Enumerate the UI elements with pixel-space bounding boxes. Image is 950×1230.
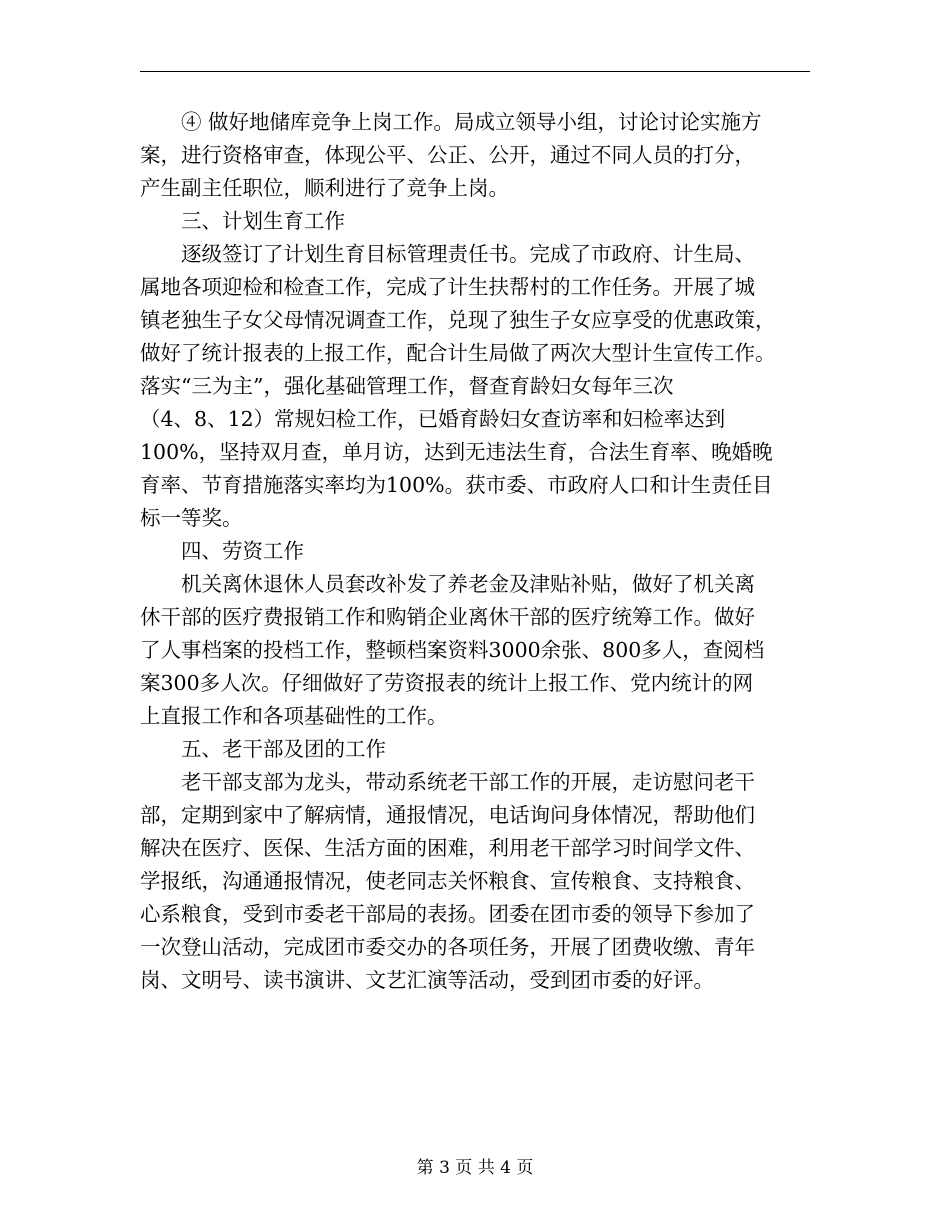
text-line: 三、计划生育工作 — [181, 209, 345, 233]
text-line: 老干部支部为龙头，带动系统老干部工作的开展，走访慰问老干 — [181, 770, 755, 794]
text-line: 学报纸，沟通通报情况，使老同志关怀粮食、宣传粮食、支持粮食、 — [140, 869, 755, 893]
text-line: 育率、节育措施落实率均为100%。获市委、市政府人口和计生责任目 — [140, 473, 773, 497]
text-line: 岗、文明号、读书演讲、文艺汇演等活动，受到团市委的好评。 — [140, 968, 714, 992]
text-line: 标一等奖。 — [140, 506, 243, 530]
document-body — [140, 106, 812, 997]
text-line: 100%，坚持双月查，单月访，达到无违法生育，合法生育率、晚婚晚 — [140, 440, 773, 464]
section-heading — [140, 535, 812, 568]
text-line: 产生副主任职位，顺利进行了竞争上岗。 — [140, 176, 509, 200]
text-line: 落实“三为主”，强化基础管理工作，督查育龄妇女每年三次 — [140, 374, 674, 398]
text-line: （4、8、12）常规妇检工作，已婚育龄妇女查访率和妇检率达到 — [140, 407, 726, 431]
text-line: 解决在医疗、医保、生活方面的困难，利用老干部学习时间学文件、 — [140, 836, 755, 860]
paragraph — [140, 766, 812, 997]
text-line: 五、老干部及团的工作 — [181, 737, 386, 761]
paragraph — [140, 106, 812, 205]
text-line: 四、劳资工作 — [181, 539, 304, 563]
text-line: 了人事档案的投档工作，整顿档案资料3000余张、800多人，查阅档 — [140, 638, 765, 662]
text-line: 心系粮食，受到市委老干部局的表扬。团委在团市委的领导下参加了 — [140, 902, 755, 926]
text-line: 做好了统计报表的上报工作，配合计生局做了两次大型计生宣传工作。 — [140, 341, 776, 365]
text-line: 案300多人次。仔细做好了劳资报表的统计上报工作、党内统计的网 — [140, 671, 754, 695]
text-line: 上直报工作和各项基础性的工作。 — [140, 704, 448, 728]
text-line: ④ 做好地储库竞争上岗工作。局成立领导小组，讨论讨论实施方 — [181, 110, 762, 134]
text-line: 镇老独生子女父母情况调查工作，兑现了独生子女应享受的优惠政策， — [140, 308, 776, 332]
header-rule — [140, 71, 810, 72]
page-footer: 第 3 页 共 4 页 — [416, 1158, 534, 1178]
paragraph — [140, 568, 812, 733]
text-line: 属地各项迎检和检查工作，完成了计生扶帮村的工作任务。开展了城 — [140, 275, 755, 299]
text-line: 休干部的医疗费报销工作和购销企业离休干部的医疗统筹工作。做好 — [140, 605, 755, 629]
text-line: 案，进行资格审查，体现公平、公正、公开，通过不同人员的打分， — [140, 143, 755, 167]
text-line: 一次登山活动，完成团市委交办的各项任务，开展了团费收缴、青年 — [140, 935, 755, 959]
section-heading — [140, 205, 812, 238]
text-line: 机关离休退休人员套改补发了养老金及津贴补贴，做好了机关离 — [181, 572, 755, 596]
text-line: 逐级签订了计划生育目标管理责任书。完成了市政府、计生局、 — [181, 242, 755, 266]
section-heading — [140, 733, 812, 766]
paragraph — [140, 238, 812, 535]
text-line: 部，定期到家中了解病情，通报情况，电话询问身体情况，帮助他们 — [140, 803, 755, 827]
